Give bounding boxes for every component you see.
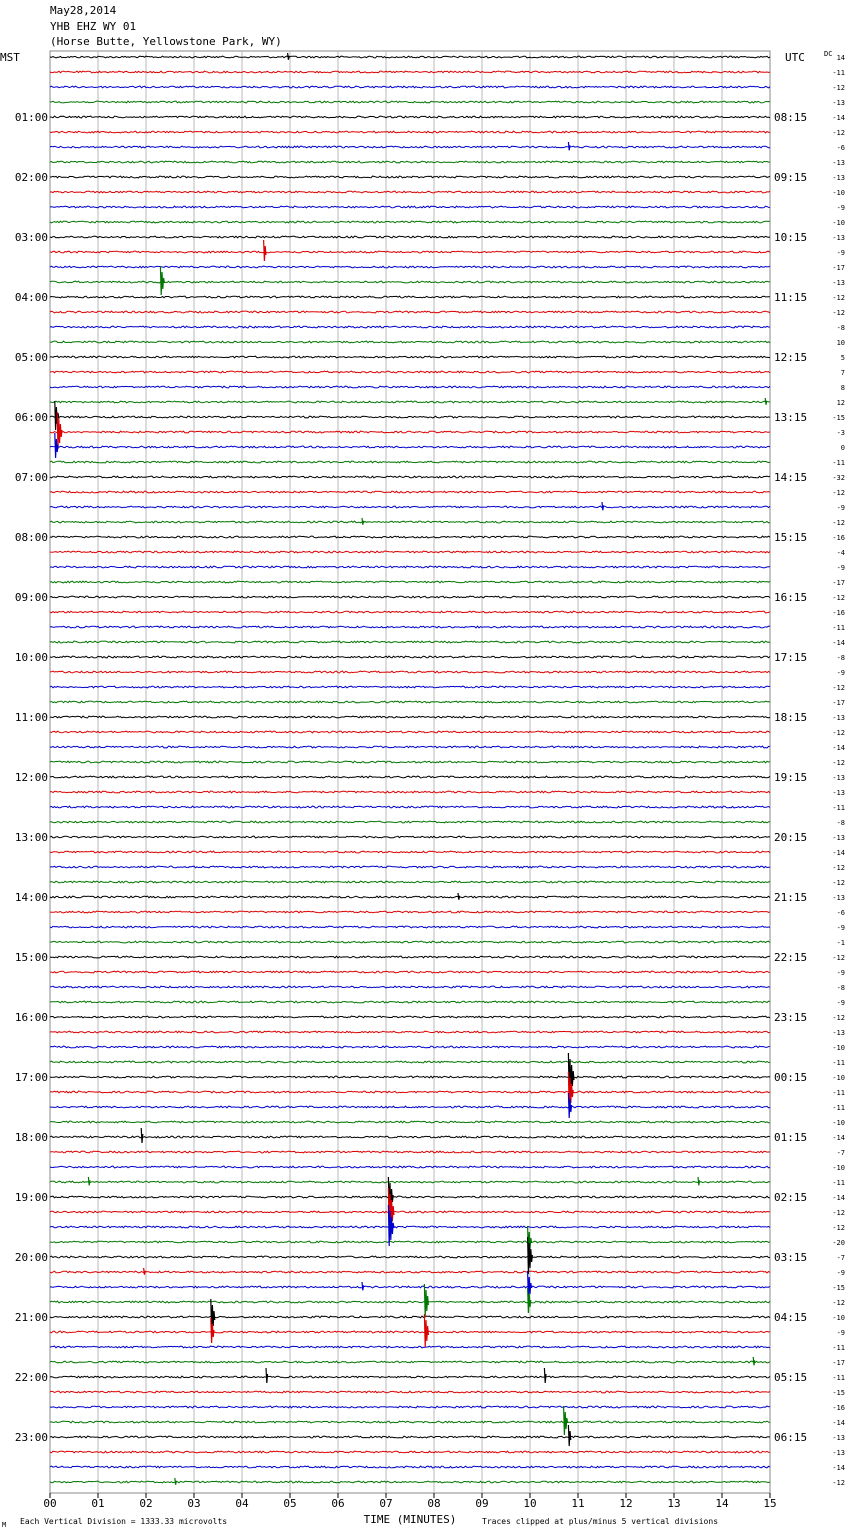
trace-row [50,551,770,553]
trace-row [50,1346,770,1348]
trace-row [50,1286,770,1288]
mst-hour-label: 03:00 [14,231,48,244]
trace-row [50,281,770,283]
mst-hour-label: 07:00 [14,471,48,484]
dc-offset-label: -8 [836,819,845,827]
trace-row [50,1241,770,1243]
utc-hour-label: 17:15 [774,651,808,664]
mst-hour-label: 20:00 [14,1251,48,1264]
x-tick-label: 04 [235,1497,249,1510]
dc-offset-label: -14 [832,1134,845,1142]
trace-row [50,566,770,568]
trace-row [50,656,770,658]
dc-offset-label: 14 [836,54,845,62]
x-tick-label: 13 [667,1497,681,1510]
dc-offset-label: -11 [832,69,845,77]
mst-hour-label: 12:00 [14,771,48,784]
mst-hour-label: 18:00 [14,1131,48,1144]
dc-offset-label: -11 [832,1179,845,1187]
trace-row [50,71,770,73]
dc-offset-label: -15 [832,1284,845,1292]
dc-offset-label: -1 [836,939,845,947]
trace-row [50,311,770,313]
trace-row [50,251,770,253]
mst-hour-label: 01:00 [14,111,48,124]
dc-offset-label: -12 [832,684,845,692]
trace-row [50,1211,770,1213]
trace-row [50,206,770,208]
dc-offset-label: -12 [832,1479,845,1487]
utc-hour-label: 12:15 [774,351,808,364]
seismic-event [568,1425,570,1446]
dc-offset-label: -9 [836,969,845,977]
dc-offset-label: -17 [832,579,845,587]
trace-row [50,356,770,358]
trace-row [50,1151,770,1153]
utc-hour-label: 20:15 [774,831,808,844]
trace-row [50,641,770,643]
trace-row [50,626,770,628]
trace-row [50,611,770,613]
dc-offset-label: -14 [832,114,845,122]
dc-offset-label: -13 [832,774,845,782]
utc-hour-label: 18:15 [774,711,808,724]
dc-offset-label: -14 [832,1194,845,1202]
dc-offset-label: -12 [832,864,845,872]
x-tick-label: 00 [43,1497,57,1510]
utc-hour-label: 13:15 [774,411,808,424]
dc-offset-label: -8 [836,984,845,992]
station-code: YHB EHZ WY 01 [50,20,137,33]
trace-row [50,386,770,388]
trace-row [50,716,770,718]
trace-row [50,536,770,538]
dc-offset-label: -20 [832,1239,845,1247]
trace-row [50,671,770,673]
x-tick-label: 14 [715,1497,729,1510]
dc-offset-label: -9 [836,204,845,212]
dc-offset-label: -13 [832,1434,845,1442]
seismic-event [698,1177,700,1185]
dc-offset-label: -7 [836,1149,845,1157]
seismic-event [57,412,62,449]
dc-offset-label: 0 [840,444,845,452]
dc-offset-label: -11 [832,1374,845,1382]
utc-hour-label: 06:15 [774,1431,808,1444]
dc-offset-label: -16 [832,534,845,542]
dc-offset-label: 5 [840,354,845,362]
trace-row [50,851,770,853]
mst-hour-label: 22:00 [14,1371,48,1384]
trace-row [50,1331,770,1333]
trace-row [50,236,770,238]
mst-hour-label: 17:00 [14,1071,48,1084]
dc-offset-label: -32 [832,474,845,482]
dc-offset-label: -8 [836,324,845,332]
dc-offset-label: -12 [832,519,845,527]
utc-hour-label: 01:15 [774,1131,808,1144]
mst-hour-label: 08:00 [14,531,48,544]
dc-offset-label: -12 [832,1224,845,1232]
utc-hour-label: 08:15 [774,111,808,124]
trace-row [50,371,770,373]
dc-offset-label: -12 [832,1299,845,1307]
mst-hour-label: 15:00 [14,951,48,964]
trace-row [50,1391,770,1393]
x-axis-title: TIME (MINUTES) [363,1513,457,1526]
seismic-event [288,53,290,60]
utc-hour-label: 05:15 [774,1371,808,1384]
x-tick-label: 12 [619,1497,633,1510]
dc-offset-label: -13 [832,834,845,842]
trace-row [50,296,770,298]
seismic-event [88,1177,90,1185]
utc-hour-label: 23:15 [774,1011,808,1024]
trace-row [50,776,770,778]
trace-row [50,1031,770,1033]
dc-offset-label: -11 [832,1059,845,1067]
trace-row [50,86,770,88]
x-tick-label: 07 [379,1497,393,1510]
trace-row [50,701,770,703]
dc-offset-label: -13 [832,279,845,287]
dc-offset-label: -12 [832,1209,845,1217]
seismic-event [765,398,767,405]
dc-offset-label: -12 [832,729,845,737]
mst-hour-label: 23:00 [14,1431,48,1444]
x-tick-label: 03 [187,1497,201,1510]
trace-row [50,1376,770,1378]
dc-offset-label: -12 [832,954,845,962]
utc-hour-label: 22:15 [774,951,808,964]
trace-row [50,686,770,688]
trace-row [50,116,770,118]
dc-offset-label: -9 [836,669,845,677]
dc-offset-label: -11 [832,459,845,467]
trace-row [50,476,770,478]
dc-offset-label: 10 [836,339,845,347]
trace-row [50,1076,770,1078]
dc-offset-label: -10 [832,1044,845,1052]
trace-row [50,1316,770,1318]
dc-offset-label: -9 [836,504,845,512]
dc-offset-label: -13 [832,174,845,182]
utc-hour-label: 21:15 [774,891,808,904]
mst-hour-label: 06:00 [14,411,48,424]
dc-offset-label: -16 [832,609,845,617]
seismic-event [144,1268,146,1275]
utc-hour-label: 14:15 [774,471,808,484]
trace-row [50,731,770,733]
seismic-event [458,893,460,900]
seismic-event [544,1368,546,1383]
trace-row [50,1016,770,1018]
trace-row [50,176,770,178]
station-location: (Horse Butte, Yellowstone Park, WY) [50,35,282,48]
dc-offset-label: -14 [832,1464,845,1472]
utc-hour-label: 15:15 [774,531,808,544]
dc-offset-label: -11 [832,1089,845,1097]
seismic-event [160,266,164,295]
trace-row [50,416,770,418]
x-tick-label: 10 [523,1497,537,1510]
dc-offset-label: -11 [832,624,845,632]
trace-row [50,1001,770,1003]
dc-offset-label: -4 [836,549,845,557]
dc-offset-label: -10 [832,1074,845,1082]
utc-hour-label: 19:15 [774,771,808,784]
x-tick-label: 05 [283,1497,297,1510]
scale-note: Each Vertical Division = 1333.33 microvolts [20,1517,228,1526]
dc-offset-label: -16 [832,1404,845,1412]
trace-row [50,221,770,223]
mst-hour-label: 05:00 [14,351,48,364]
trace-row [50,401,770,403]
dc-offset-label: -7 [836,1254,845,1262]
x-tick-label: 01 [91,1497,105,1510]
utc-hour-label: 10:15 [774,231,808,244]
dc-offset-label: -13 [832,234,845,242]
dc-offset-label: -14 [832,849,845,857]
dc-label: DC [824,50,833,58]
dc-offset-label: -13 [832,1029,845,1037]
dc-offset-label: -12 [832,129,845,137]
dc-offset-label: -9 [836,1269,845,1277]
dc-offset-label: -12 [832,309,845,317]
seismic-event [564,1406,568,1435]
trace-row [50,926,770,928]
x-tick-label: 06 [331,1497,345,1510]
dc-offset-label: -10 [832,1164,845,1172]
dc-offset-label: -12 [832,594,845,602]
dc-offset-label: -12 [832,489,845,497]
dc-offset-label: -13 [832,894,845,902]
trace-row [50,911,770,913]
trace-row [50,941,770,943]
trace-row [50,1046,770,1048]
dc-offset-label: -13 [832,159,845,167]
x-tick-label: 15 [763,1497,777,1510]
trace-row [50,1361,770,1363]
trace-row [50,326,770,328]
trace-row [50,1436,770,1438]
dc-offset-label: -10 [832,1119,845,1127]
trace-row [50,341,770,343]
dc-offset-label: -11 [832,1344,845,1352]
utc-hour-label: 04:15 [774,1311,808,1324]
dc-offset-label: -13 [832,789,845,797]
x-tick-label: 08 [427,1497,441,1510]
x-tick-label: 02 [139,1497,153,1510]
trace-row [50,1301,770,1303]
trace-row [50,1451,770,1453]
clip-note: Traces clipped at plus/minus 5 vertical divisions [482,1517,719,1526]
station-date: May28,2014 [50,4,117,17]
dc-offset-label: -14 [832,639,845,647]
trace-row [50,1406,770,1408]
trace-row [50,821,770,823]
seismic-event [424,1314,428,1347]
mst-axis-label: MST [0,51,20,64]
utc-axis-label: UTC [785,51,805,64]
trace-row [50,1181,770,1183]
trace-row [50,1256,770,1258]
seismic-event [362,1282,364,1290]
mst-hour-label: 19:00 [14,1191,48,1204]
trace-row [50,431,770,433]
trace-row [50,746,770,748]
trace-row [50,806,770,808]
mst-hour-label: 21:00 [14,1311,48,1324]
dc-offset-label: -9 [836,564,845,572]
trace-row [50,956,770,958]
mst-hour-label: 09:00 [14,591,48,604]
mst-hour-label: 14:00 [14,891,48,904]
trace-row [50,1466,770,1468]
trace-row [50,1481,770,1483]
dc-offset-label: -9 [836,999,845,1007]
x-tick-label: 09 [475,1497,489,1510]
seismic-event [141,1128,143,1143]
seismic-event [264,240,266,261]
trace-row [50,896,770,898]
dc-offset-label: -13 [832,99,845,107]
utc-hour-label: 11:15 [774,291,808,304]
mst-hour-label: 11:00 [14,711,48,724]
utc-hour-label: 09:15 [774,171,808,184]
trace-row [50,1061,770,1063]
trace-row [50,146,770,148]
dc-offset-label: -6 [836,909,845,917]
trace-row [50,1421,770,1423]
trace-row [50,791,770,793]
dc-offset-label: -13 [832,1449,845,1457]
trace-row [50,1226,770,1228]
dc-offset-label: -12 [832,879,845,887]
seismic-event [602,502,604,510]
dc-offset-label: -12 [832,84,845,92]
dc-offset-label: -10 [832,219,845,227]
seismic-event [362,518,364,525]
trace-row [50,1091,770,1093]
trace-row [50,461,770,463]
dc-offset-label: -13 [832,714,845,722]
trace-row [50,506,770,508]
trace-row [50,986,770,988]
seismic-event [175,1478,177,1485]
dc-offset-label: -15 [832,414,845,422]
dc-offset-label: -11 [832,1104,845,1112]
trace-row [50,971,770,973]
trace-row [50,836,770,838]
trace-row [50,596,770,598]
trace-row [50,1271,770,1273]
trace-row [50,131,770,133]
seismic-event [424,1284,428,1317]
dc-offset-label: 12 [836,399,845,407]
trace-row [50,881,770,883]
trace-row [50,1136,770,1138]
mst-hour-label: 02:00 [14,171,48,184]
dc-offset-label: -12 [832,294,845,302]
utc-hour-label: 02:15 [774,1191,808,1204]
seismic-event [568,142,570,150]
trace-row [50,761,770,763]
dc-offset-label: -8 [836,654,845,662]
seismic-event [753,1357,755,1365]
trace-group [50,53,770,1485]
utc-hour-label: 03:15 [774,1251,808,1264]
trace-row [50,1166,770,1168]
dc-offset-label: -14 [832,1419,845,1427]
dc-offset-label: -15 [832,1389,845,1397]
trace-row [50,1121,770,1123]
dc-offset-label: -9 [836,249,845,257]
trace-row [50,521,770,523]
trace-row [50,191,770,193]
dc-offset-label: -9 [836,924,845,932]
dc-offset-label: -10 [832,1314,845,1322]
dc-offset-label: -17 [832,1359,845,1367]
trace-row [50,161,770,163]
utc-hour-label: 16:15 [774,591,808,604]
dc-offset-label: -10 [832,189,845,197]
mst-hour-label: 10:00 [14,651,48,664]
trace-row [50,266,770,268]
trace-row [50,866,770,868]
trace-row [50,101,770,103]
corner-mark: M [2,1521,7,1529]
seismic-event [266,1368,268,1383]
mst-hour-label: 16:00 [14,1011,48,1024]
dc-offset-label: -17 [832,264,845,272]
trace-row [50,1196,770,1198]
trace-row [50,491,770,493]
dc-offset-label: -9 [836,1329,845,1337]
mst-hour-label: 13:00 [14,831,48,844]
dc-offset-label: -12 [832,759,845,767]
utc-hour-label: 00:15 [774,1071,808,1084]
trace-row [50,1106,770,1108]
dc-offset-label: 8 [840,384,845,392]
trace-row [50,446,770,448]
trace-row [50,56,770,58]
trace-row [50,581,770,583]
dc-offset-label: 7 [840,369,845,377]
dc-offset-label: -12 [832,1014,845,1022]
dc-offset-label: -3 [836,429,845,437]
mst-hour-label: 04:00 [14,291,48,304]
dc-offset-label: -11 [832,804,845,812]
dc-offset-label: -6 [836,144,845,152]
dc-offset-label: -14 [832,744,845,752]
dc-offset-label: -17 [832,699,845,707]
x-tick-label: 11 [571,1497,585,1510]
